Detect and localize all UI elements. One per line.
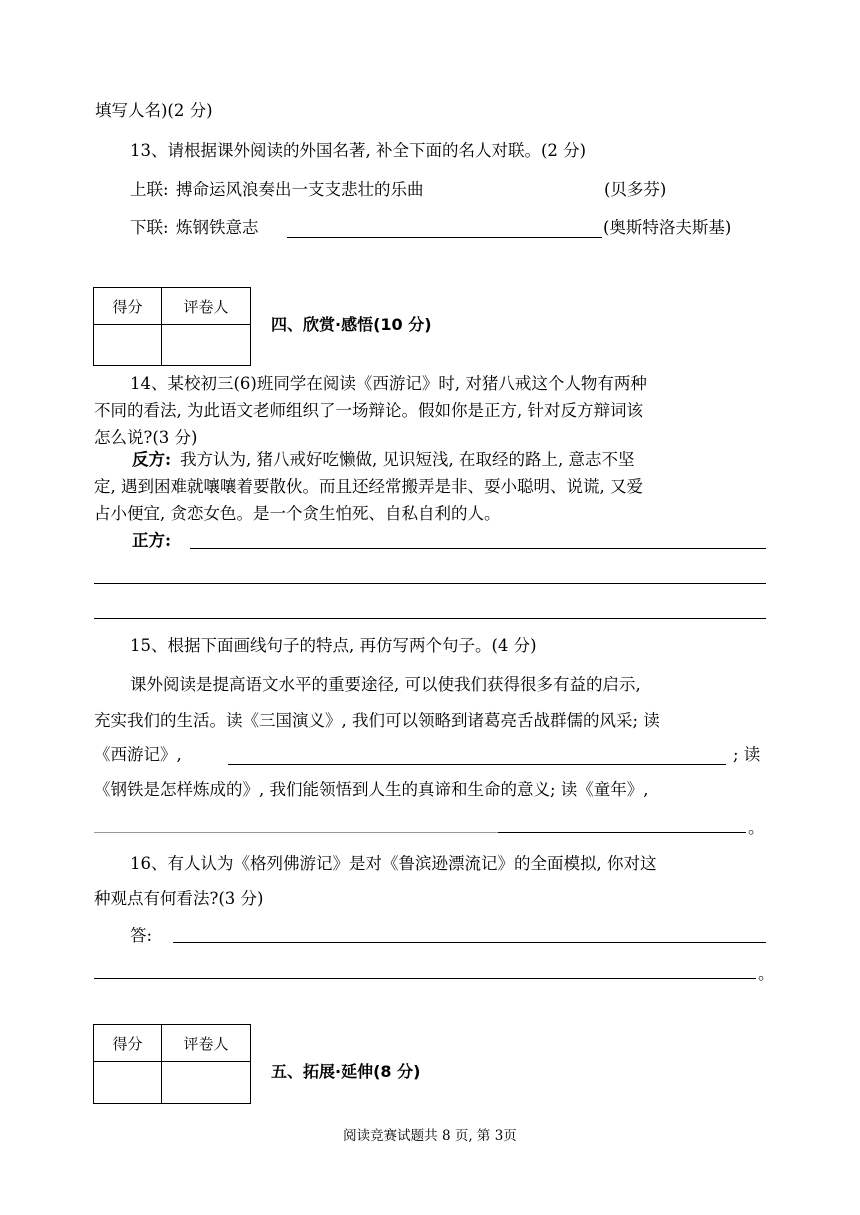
q14-con-line3: 占小便宜, 贪恋女色。是一个贪生怕死、自私自利的人。: [94, 504, 501, 523]
q16-line1: 16、有人认为《格列佛游记》是对《鲁滨逊漂流记》的全面模拟, 你对这: [130, 854, 657, 873]
q15-line3-start: 《西游记》,: [94, 745, 182, 764]
q15-line3-end: ; 读: [733, 745, 761, 764]
score-cell[interactable]: [94, 1062, 162, 1104]
q14-answer-line-2[interactable]: [94, 583, 766, 584]
section5-title: 五、拓展·延伸(8 分): [271, 1062, 421, 1081]
q13-prompt: 13、请根据课外阅读的外国名著, 补全下面的名人对联。(2 分): [130, 141, 587, 160]
q14-pro-label: 正方:: [132, 531, 172, 550]
q13-upper-text: 搏命运风浪奏出一支支悲壮的乐曲: [176, 180, 424, 199]
q14-line2: 不同的看法, 为此语文老师组织了一场辩论。假如你是正方, 针对反方辩词该: [94, 401, 643, 420]
q16-answer-label: 答:: [130, 926, 153, 945]
section4-title: 四、欣赏·感悟(10 分): [271, 315, 432, 334]
score-header: 得分: [94, 1025, 162, 1062]
q14-answer-line-3[interactable]: [94, 618, 766, 619]
q16-line2: 种观点有何看法?(3 分): [94, 889, 264, 908]
q14-con-label: 反方:: [132, 450, 172, 469]
q16-answer-line-2[interactable]: [94, 978, 756, 979]
grader-cell[interactable]: [162, 325, 251, 366]
grader-header: 评卷人: [162, 288, 251, 325]
q15-answer-line-2b[interactable]: [498, 832, 746, 833]
q14-con-line2: 定, 遇到困难就嚷嚷着要散伙。而且还经常搬弄是非、耍小聪明、说谎, 又爱: [94, 477, 643, 496]
q16-answer-line-1[interactable]: [173, 942, 766, 943]
continued-question-text: 填写人名)(2 分): [95, 101, 213, 120]
score-header: 得分: [94, 288, 162, 325]
page-footer: 阅读竞赛试题共 8 页, 第 3页: [343, 1128, 517, 1144]
q15-answer-line-1[interactable]: [228, 764, 726, 765]
grader-header: 评卷人: [162, 1025, 251, 1062]
q13-upper-label: 上联:: [130, 180, 169, 199]
q16-end-mark: 。: [758, 964, 775, 983]
q15-line4: 《钢铁是怎样炼成的》, 我们能领悟到人生的真谛和生命的意义; 读《童年》,: [94, 780, 649, 799]
q15-answer-line-2a[interactable]: [94, 832, 498, 833]
q13-lower-attribution: (奥斯特洛夫斯基): [603, 218, 732, 237]
q15-line2: 充实我们的生活。读《三国演义》, 我们可以领略到诸葛亮舌战群儒的风采; 读: [94, 711, 660, 730]
q14-con-line1: 我方认为, 猪八戒好吃懒做, 见识短浅, 在取经的路上, 意志不坚: [180, 450, 635, 469]
q13-lower-label: 下联:: [130, 218, 169, 237]
q13-answer-line[interactable]: [287, 237, 602, 238]
score-box-section5: [93, 1024, 251, 1104]
q14-line1: 14、某校初三(6)班同学在阅读《西游记》时, 对猪八戒这个人物有两种: [130, 374, 647, 393]
q15-prompt: 15、根据下面画线句子的特点, 再仿写两个句子。(4 分): [130, 636, 537, 655]
q14-answer-line-1[interactable]: [190, 548, 766, 549]
grader-cell[interactable]: [162, 1062, 251, 1104]
score-box-section4: [93, 287, 251, 366]
q13-lower-text: 炼钢铁意志: [176, 218, 259, 237]
score-cell[interactable]: [94, 325, 162, 366]
q15-end-mark: 。: [748, 818, 765, 837]
q13-upper-attribution: (贝多芬): [604, 180, 667, 199]
q14-line3: 怎么说?(3 分): [94, 428, 198, 447]
q15-line1: 课外阅读是提高语文水平的重要途径, 可以使我们获得很多有益的启示,: [130, 675, 641, 694]
